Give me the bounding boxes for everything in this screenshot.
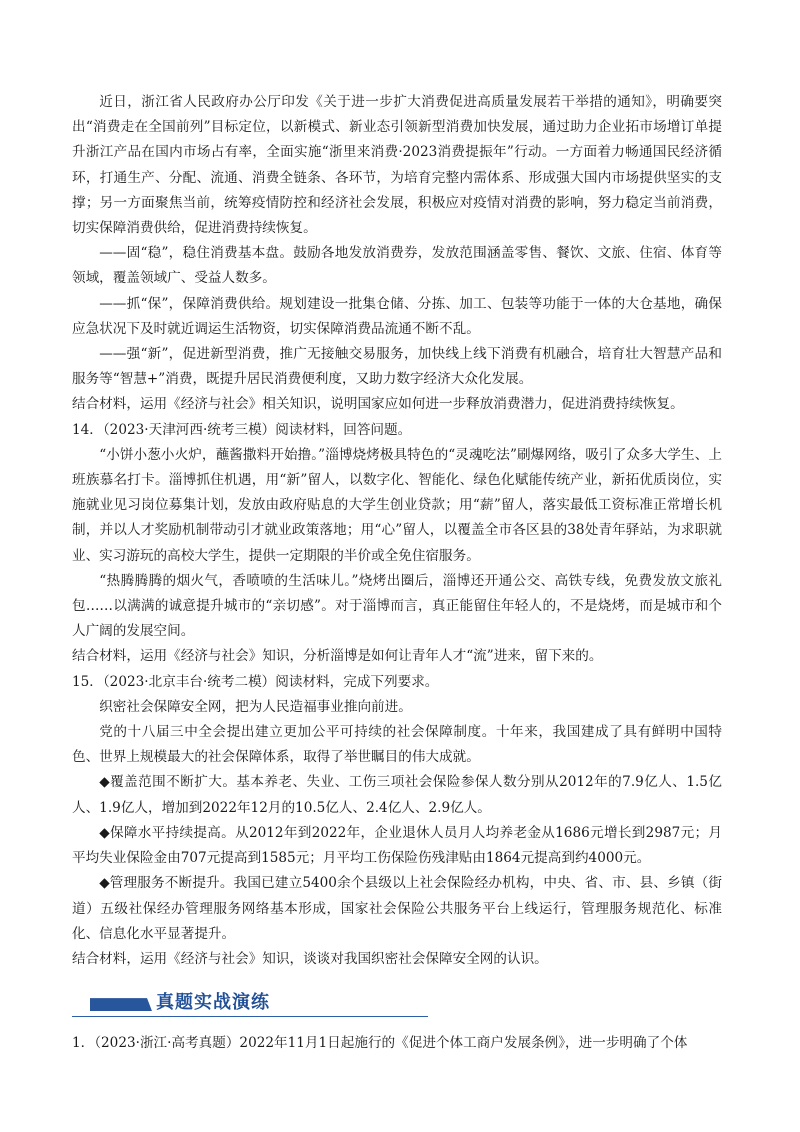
intro-paragraph-1: 近日，浙江省人民政府办公厅印发《关于进一步扩大消费促进高质量发展若干举措的通知》，明确要突出“消费走在全国前列”目标定位，以新模式、新业态引领新型消费加快发展，通过助力企业拓市场增订单提升浙江产品在国内市场占有率，全面实施“浙里来消费·2023消费提振年”行动。一方面着力畅通国民经济循环，打通生产、分配、流通、消费全链条、各环节，为培育完整内需体系、形成强大国内市场提供坚实的支撑；另一方面聚焦当前，统筹疫情防控和经济社会发展，积极应对疫情对消费的影响，努力稳定当前消费，切实保障消费供给，促进消费持续恢复。 [72,94,722,237]
question-15-paragraph-4: ◆保障水平持续提高。从2012年到2022年，企业退休人员月人均养老金从1686元增长到2987元；月平均失业保险金由707元提高到1585元；月平均工伤保险伤残津贴由1864元提高到约4000元。 [72,824,722,867]
intro-paragraph-3: ——抓“保”，保障消费供给。规划建设一批集仓储、分拣、加工、包装等功能于一体的大仓基地，确保应急状况下及时就近调运生活物资，切实保障消费品流通不断不乱。 [72,295,722,337]
question-15-paragraph-2: 党的十八届三中全会提出建立更加公平可持续的社会保障制度。十年来，我国建成了具有鲜明中国特色、世界上规模最大的社会保障体系，取得了举世瞩目的伟大成就。 [72,724,722,766]
question-15-paragraph-1: 织密社会保障安全网，把为人民造福事业推向前进。 [99,698,412,715]
intro-paragraph-2: ——固“稳”，稳住消费基本盘。鼓励各地发放消费券，发放范围涵盖零售、餐饮、文旅、住宿、体育等领域，覆盖领域广、受益人数多。 [72,245,722,287]
document-page [72,90,722,1056]
section-banner [72,984,428,1017]
question-1-line: 1．（2023·浙江·高考真题）2022年11月1日起施行的《促进个体工商户发展条例》，进一步明确了个体 [72,1035,688,1052]
banner-bar-decoration [90,998,152,1011]
question-14-paragraph-2: “热腾腾腾的烟火气，香喷喷的生活味儿。”烧烤出圈后，淄博还开通公交、高铁专线，免费发放文旅礼包……以满满的诚意提升城市的“亲切感”。对于淄博而言，真正能留住年轻人的，不是烧烤，而是城市和个人广阔的发展空间。 [72,572,722,640]
question-14-header: 14．（2023·天津河西·统考三模）阅读材料，回答问题。 [72,421,412,438]
section-title: 真题实战演练 [156,992,270,1014]
question-15-paragraph-5: ◆管理服务不断提升。我国已建立5400余个县级以上社会保险经办机构，中央、省、市、县、乡镇（街道）五级社保经办管理服务网络基本形成，国家社会保险公共服务平台上线运行，管理服务规范化、标准化、信息化水平显著提升。 [72,875,722,942]
intro-question: 结合材料，运用《经济与社会》相关知识，说明国家应如何进一步释放消费潜力，促进消费持续恢复。 [72,396,684,413]
question-14-paragraph-1: “小饼小葱小火炉，蘸酱撒料开始撸。”淄博烧烤极具特色的“灵魂吃法”刷爆网络，吸引了众多大学生、上班族慕名打卡。淄博抓住机遇，用“新”留人，以数字化、智能化、绿色化赋能传统产业，新拓优质岗位，实施就业见习岗位募集计划，发放由政府贴息的大学生创业贷款；用“薪”留人，落实最低工资标准正常增长机制，并以人才奖励机制带动引才就业政策落地；用“心”留人，以覆盖全市各区县的38处青年驿站，为求职就业、实习游玩的高校大学生，提供一定期限的半价或全免住宿服务。 [72,446,722,564]
intro-paragraph-4: ——强“新”，促进新型消费，推广无接触交易服务，加快线上线下消费有机融合，培育壮大智慧产品和服务等“智慧+”消费，既提升居民消费便利度，又助力数字经济大众化发展。 [72,346,722,388]
question-15-paragraph-3: ◆覆盖范围不断扩大。基本养老、失业、工伤三项社会保险参保人数分别从2012年的7.9亿人、1.5亿人、1.9亿人，增加到2022年12月的10.5亿人、2.4亿人、2.9亿人。 [72,774,722,816]
question-15-prompt: 结合材料，运用《经济与社会》知识，谈谈对我国织密社会保障安全网的认识。 [72,950,548,967]
question-15-header: 15．（2023·北京丰台·统考二模）阅读材料，完成下列要求。 [72,673,439,690]
question-14-prompt: 结合材料，运用《经济与社会》知识，分析淄博是如何让青年人才“流”进来，留下来的。 [72,648,603,665]
